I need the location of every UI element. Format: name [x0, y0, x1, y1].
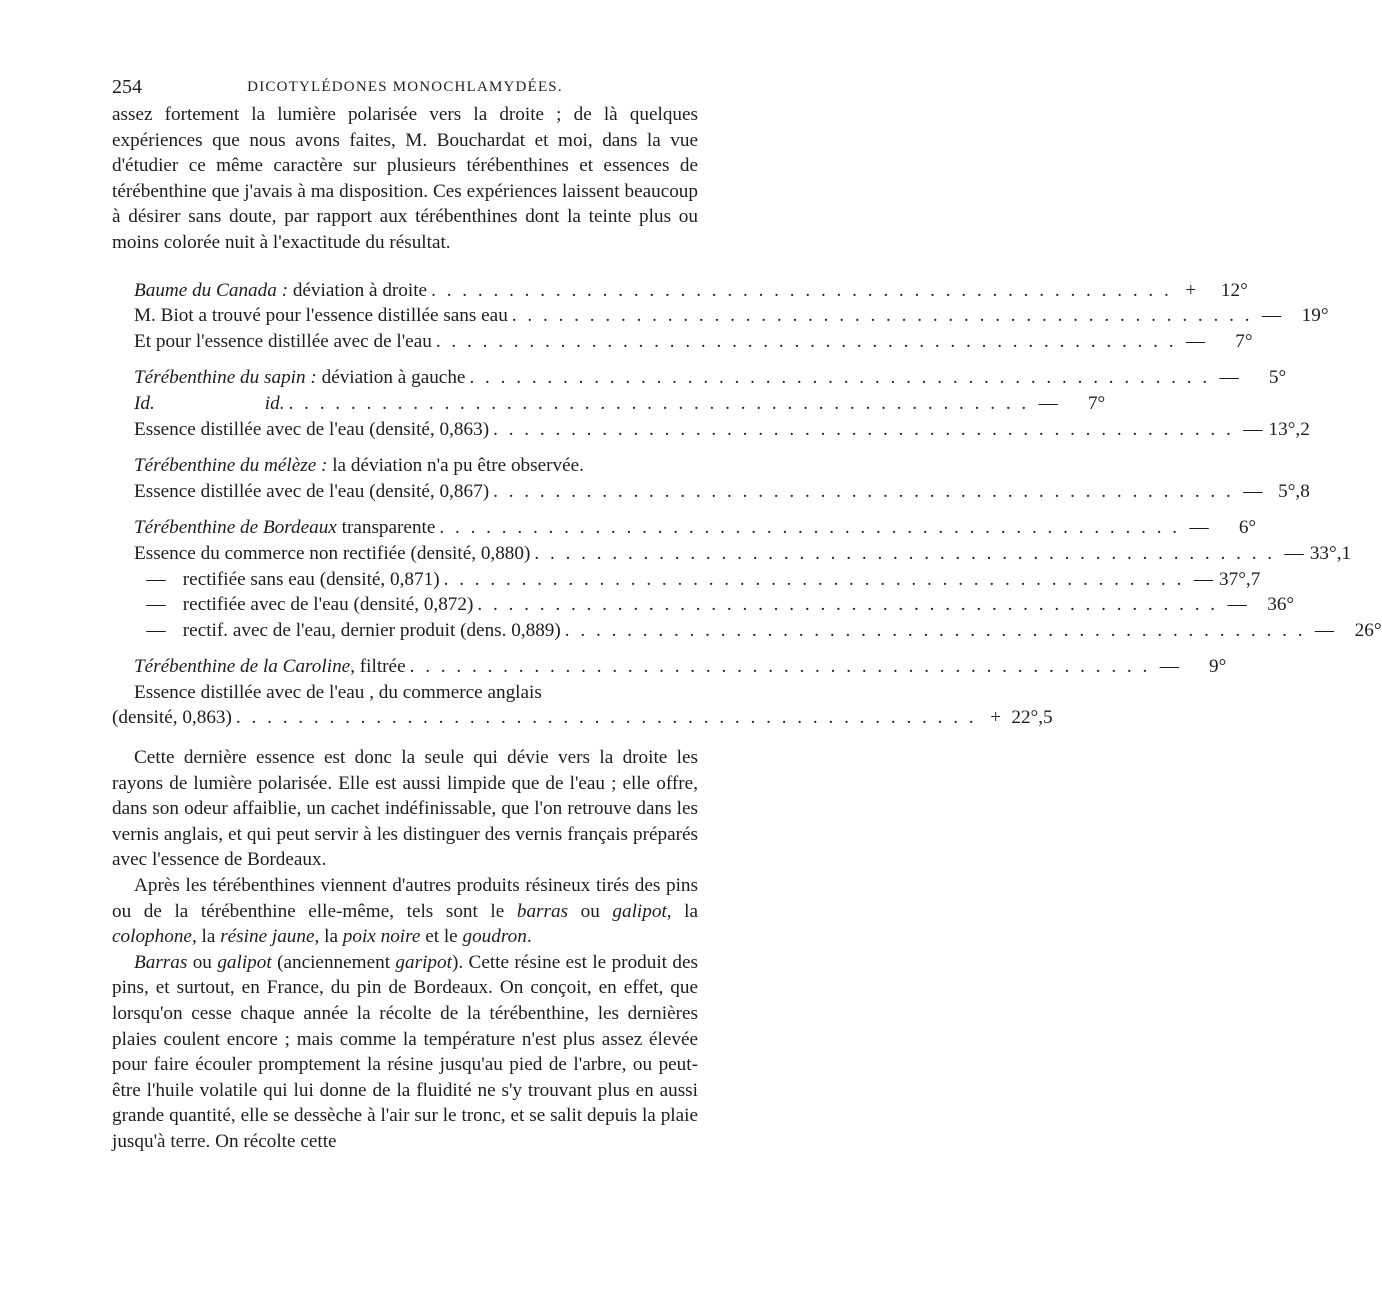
- ditto-dash: —: [146, 568, 166, 590]
- table-row: [112, 541, 1352, 567]
- table-group: [112, 654, 1227, 731]
- term-colophone: colophone: [112, 926, 192, 948]
- table-row: [112, 705, 1053, 731]
- rotation-sign: —: [1038, 392, 1058, 414]
- leader-dots: . . . . . . . . . . . . . . . . . . . . . . . . . . . . . . . . . . . . . . . . . . . . . . . .: [235, 707, 977, 729]
- text-run: ). Cette résine est le produit des pins, et surtout, en France, du pin de Bordeaux. On conçoit, en effet, que lorsqu'on cesse chaque année la récolte de la térébenthine, les dernières plaies coulent encore ; mais comme la température n'est plus assez élevée pour faire écouler promptement la résine jusqu'au pied de l'arbre, ou peut-être l'huile volatile qui lui donne de la fluidité ne s'y trouvant plus en aussi grande quantité, elle se dessèche à l'air sur le tronc, et se salit depuis la plaie jusqu'à terre. On récolte cette: [112, 951, 698, 1152]
- leader-dots: . . . . . . . . . . . . . . . . . . . . . . . . . . . . . . . . . . . . . . . . . . . . . . . .: [564, 619, 1306, 641]
- text-run: , la: [191, 926, 221, 948]
- row-label: [112, 479, 489, 505]
- row-text: , filtrée: [350, 656, 406, 678]
- leader-dots: . . . . . . . . . . . . . . . . . . . . . . . . . . . . . . . . . . . . . . . . . . . . . . . .: [288, 392, 1030, 414]
- page-number: 254: [112, 76, 142, 98]
- rotation-sign: —: [1227, 594, 1247, 616]
- row-text: transparente: [336, 517, 436, 539]
- paragraph-conclusion: Cette dernière essence est donc la seule qui dévie vers la droite les rayons de lumière polarisée. Elle est aussi limpide que de l'eau ; elle offre, dans son odeur affaiblie, un cachet indéfinissable, que l'on retrouve dans les vernis anglais, et qui peut servir à les distinguer des vernis français préparés avec l'essence de Bordeaux.: [112, 747, 698, 871]
- table-row: [112, 618, 1382, 644]
- table-row: [112, 479, 1310, 505]
- rotation-sign: —: [1243, 418, 1263, 440]
- row-label: [112, 515, 435, 541]
- rotation-degrees: 12°: [1220, 279, 1248, 301]
- leader-dots: . . . . . . . . . . . . . . . . . . . . . . . . . . . . . . . . . . . . . . . . . . . . . . . .: [435, 330, 1177, 352]
- page-header: [112, 76, 698, 102]
- intro-paragraph: assez fortement la lumière polarisée vers la droite ; de là quelques expériences que nous avons faites, M. Bouchardat et moi, dans la vue d'étudier ce même caractère sur plusieurs térébenthines et essences de térébenthine que j'avais à ma disposition. Ces expériences laissent beaucoup à désirer sans doute, par rapport aux térébenthines dont la teinte plus ou moins colorée nuit à l'exactitude du résultat.: [112, 104, 698, 253]
- term-galipot: galipot: [217, 951, 272, 973]
- row-text: M. Biot a trouvé pour l'essence distillée sans eau: [134, 305, 508, 327]
- term-resine-jaune: résine jaune: [220, 926, 315, 948]
- ditto-dash: —: [146, 619, 166, 641]
- leader-dots: . . . . . . . . . . . . . . . . . . . . . . . . . . . . . . . . . . . . . . . . . . . . . . . .: [493, 418, 1234, 440]
- rotation-degrees: 19°: [1301, 305, 1329, 327]
- row-text: Essence distillée avec de l'eau (densité, 0,867): [134, 480, 490, 502]
- row-label: [112, 453, 584, 479]
- row-value: [1177, 329, 1253, 355]
- leader-dots: . . . . . . . . . . . . . . . . . . . . . . . . . . . . . . . . . . . . . . . . . . . . . . . .: [469, 367, 1211, 389]
- leader-dots: . . . . . . . . . . . . . . . . . . . . . . . . . . . . . . . . . . . . . . . . . . . . . . . .: [477, 594, 1219, 616]
- rotation-sign: —: [1284, 542, 1304, 564]
- row-label: [112, 680, 542, 706]
- table-row: [112, 278, 1248, 304]
- rotation-degrees: 6°: [1238, 517, 1257, 539]
- row-value: [1275, 541, 1351, 567]
- rotation-degrees: 37°,7: [1219, 568, 1261, 590]
- row-label: [112, 303, 508, 329]
- rotation-degrees: 5°,8: [1278, 480, 1310, 502]
- leader-dots: . . . . . . . . . . . . . . . . . . . . . . . . . . . . . . . . . . . . . . . . . . . . . . . .: [493, 480, 1234, 502]
- term-barras: barras: [516, 900, 569, 922]
- row-value: [1234, 417, 1310, 443]
- row-text: Essence distillée avec de l'eau , du commerce anglais: [134, 681, 542, 703]
- rotation-degrees: 33°,1: [1309, 542, 1352, 564]
- table-row: [112, 680, 698, 706]
- running-title: DICOTYLÉDONES MONOCHLAMYDÉES.: [247, 79, 563, 95]
- text-run: , la: [314, 926, 343, 948]
- text-run: , la: [666, 900, 699, 922]
- rotation-degrees: 7°: [1235, 330, 1253, 352]
- row-value: [1234, 479, 1310, 505]
- rotation-sign: —: [1159, 656, 1179, 678]
- row-value: [1218, 592, 1294, 618]
- body-text: [112, 745, 698, 1155]
- rotation-sign: +: [1185, 279, 1197, 301]
- row-text: déviation à gauche: [316, 367, 466, 389]
- term-barras: Barras: [134, 951, 188, 973]
- text-run: et le: [420, 926, 463, 948]
- rotation-degrees: 26°: [1354, 619, 1382, 641]
- leader-dots: . . . . . . . . . . . . . . . . . . . . . . . . . . . . . . . . . . . . . . . . . . . . . . . .: [443, 568, 1185, 590]
- table-row: [112, 303, 1329, 329]
- row-value: [1306, 618, 1382, 644]
- leader-dots: . . . . . . . . . . . . . . . . . . . . . . . . . . . . . . . . . . . . . . . . . . . . . . . .: [409, 656, 1151, 678]
- row-text: rectifiée avec de l'eau (densité, 0,872): [182, 594, 474, 616]
- table-row: [112, 515, 1257, 541]
- book-page: [112, 76, 1382, 1155]
- row-text: rectifiée sans eau (densité, 0,871): [182, 568, 440, 590]
- row-italic-label: Térébenthine du sapin :: [134, 367, 317, 389]
- rotation-sign: —: [1185, 330, 1206, 352]
- row-label: [112, 329, 432, 355]
- row-label: [112, 417, 489, 443]
- row-text: la déviation n'a pu être observée.: [327, 455, 584, 477]
- leader-dots: . . . . . . . . . . . . . . . . . . . . . . . . . . . . . . . . . . . . . . . . . . . . . . . .: [431, 279, 1172, 301]
- row-label: [112, 541, 530, 567]
- rotation-degrees: 5°: [1268, 367, 1287, 389]
- rotation-sign: —: [1189, 517, 1209, 539]
- rotation-degrees: 9°: [1209, 656, 1227, 678]
- row-label: [112, 654, 406, 680]
- leader-dots: . . . . . . . . . . . . . . . . . . . . . . . . . . . . . . . . . . . . . . . . . . . . . . . .: [511, 305, 1253, 327]
- table-group: [112, 365, 1310, 442]
- text-run: ou: [187, 951, 218, 973]
- rotation-degrees: 36°: [1267, 594, 1295, 616]
- text-run: .: [526, 926, 532, 948]
- row-value: [1184, 567, 1260, 593]
- row-label: [112, 391, 285, 417]
- term-poix-noire: poix noire: [342, 926, 421, 948]
- paragraph-resins: [112, 873, 698, 950]
- term-galipot: galipot: [612, 900, 667, 922]
- rotation-degrees: 22°,5: [1011, 707, 1053, 729]
- row-value: [977, 705, 1053, 731]
- table-group: [112, 453, 1310, 504]
- term-garipot: garipot: [395, 951, 452, 973]
- row-value: [1180, 515, 1256, 541]
- row-label: [112, 278, 427, 304]
- row-text: rectif. avec de l'eau, dernier produit (dens. 0,889): [182, 619, 561, 641]
- text-run: (anciennement: [271, 951, 396, 973]
- rotation-sign: —: [1193, 568, 1213, 590]
- rotation-sign: —: [1261, 305, 1282, 327]
- leader-dots: . . . . . . . . . . . . . . . . . . . . . . . . . . . . . . . . . . . . . . . . . . . . . . . .: [534, 542, 1276, 564]
- table-group: [112, 278, 1329, 355]
- row-label: [112, 567, 440, 593]
- rotation-sign: +: [990, 707, 1002, 729]
- row-label: [112, 365, 465, 391]
- table-row: [112, 453, 698, 479]
- table-row: [112, 567, 1261, 593]
- row-italic-label: Térébenthine du mélèze :: [134, 455, 328, 477]
- row-italic-label: Térébenthine de Bordeaux: [134, 517, 337, 539]
- table-row: [112, 365, 1287, 391]
- row-text: Essence distillée avec de l'eau (densité, 0,863): [134, 418, 490, 440]
- row-text: Et pour l'essence distillée avec de l'eau: [134, 330, 432, 352]
- rotation-degrees: 7°: [1087, 392, 1106, 414]
- table-group: [112, 515, 1382, 643]
- row-text: Essence du commerce non rectifiée (densité, 0,880): [134, 542, 531, 564]
- rotation-table: [112, 278, 1382, 732]
- leader-dots: . . . . . . . . . . . . . . . . . . . . . . . . . . . . . . . . . . . . . . . . . . . . . . . .: [439, 517, 1181, 539]
- row-text: (densité, 0,863): [112, 707, 232, 729]
- paragraph-barras: [112, 950, 698, 1155]
- row-value: [1210, 365, 1286, 391]
- text-run: Après les térébenthines viennent d'autres produits résineux tirés des pins ou de la térébenthine elle-même, tels sont le: [112, 875, 698, 922]
- row-italic-label: Térébenthine de la Caroline: [134, 656, 351, 678]
- row-value: [1150, 654, 1226, 680]
- row-value: [1253, 303, 1329, 329]
- row-label: [112, 618, 561, 644]
- row-label: [112, 592, 473, 618]
- ditto-dash: —: [146, 594, 166, 616]
- table-row: [112, 417, 1310, 443]
- text-run: ou: [568, 900, 613, 922]
- row-italic-label: Baume du Canada :: [134, 279, 289, 301]
- rotation-sign: —: [1219, 367, 1239, 389]
- rotation-degrees: 13°,2: [1268, 418, 1310, 440]
- row-text: déviation à droite: [288, 279, 428, 301]
- table-row: [112, 391, 1106, 417]
- rotation-sign: —: [1314, 619, 1335, 641]
- row-value: [1172, 278, 1248, 304]
- table-row: [112, 654, 1227, 680]
- row-italic-label: Id.: [134, 392, 155, 414]
- table-row: [112, 592, 1295, 618]
- row-value: [1029, 391, 1105, 417]
- row-label: [112, 705, 232, 731]
- rotation-sign: —: [1243, 480, 1263, 502]
- term-goudron: goudron: [462, 926, 527, 948]
- table-row: [112, 329, 1253, 355]
- row-italic-label: id.: [264, 392, 285, 414]
